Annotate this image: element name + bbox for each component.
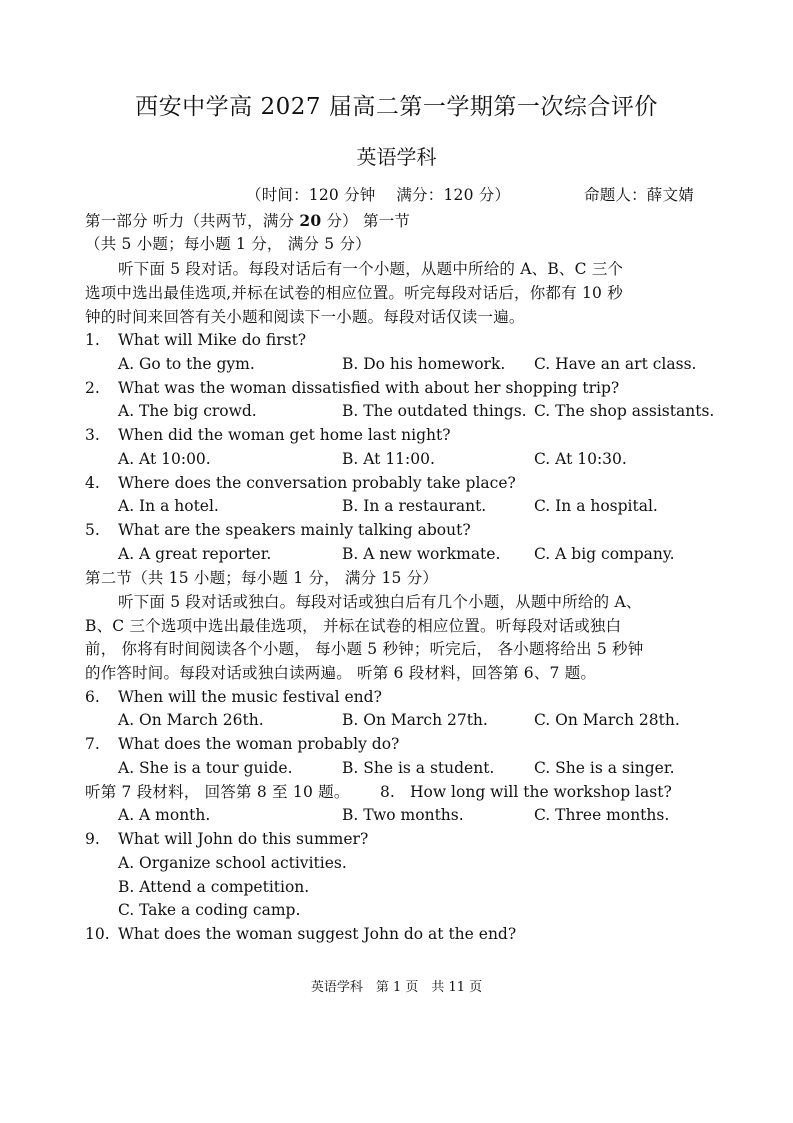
exam-title: 西安中学高 2027 届高二第一学期第一次综合评价 bbox=[135, 94, 658, 120]
option-c: C. On March 28th. bbox=[534, 711, 680, 729]
question-text: What will John do this summer? bbox=[118, 830, 369, 848]
option-b: B. In a restaurant. bbox=[342, 497, 487, 515]
section1-instruction-line: 听下面 5 段对话。每段对话后有一个小题，从题中所给的 A、B、C 三个 bbox=[118, 260, 624, 278]
section1-info: （共 5 小题；每小题 1 分， 满分 5 分） bbox=[85, 235, 371, 253]
part1-heading-score: 20 bbox=[299, 211, 322, 230]
question-number: 1. bbox=[85, 331, 100, 349]
option-a: A. On March 26th. bbox=[118, 711, 264, 729]
question-number: 4. bbox=[85, 474, 100, 492]
option-c: C. Have an art class. bbox=[534, 355, 697, 373]
option-c: C. The shop assistants. bbox=[534, 402, 715, 420]
option-a: A. A great reporter. bbox=[118, 545, 272, 563]
question-text: What are the speakers mainly talking about? bbox=[118, 521, 471, 539]
part1-heading-b: 分） 第一节 bbox=[321, 212, 411, 230]
page-footer: 英语学科 第 1 页 共 11 页 bbox=[310, 980, 483, 995]
option-a: A. The big crowd. bbox=[118, 402, 257, 420]
subject-title: 英语学科 bbox=[356, 145, 437, 169]
section1-instruction-line: 选项中选出最佳选项,并标在试卷的相应位置。听完每段对话后，你都有 10 秒 bbox=[85, 284, 623, 302]
question-text: What was the woman dissatisfied with about her shopping trip? bbox=[118, 379, 620, 397]
option-c: C. A big company. bbox=[534, 545, 675, 563]
part1-heading bbox=[85, 210, 410, 232]
option-c: C. Three months. bbox=[534, 806, 670, 824]
question-text: How long will the workshop last? bbox=[410, 783, 672, 801]
question-text: When will the music festival end? bbox=[118, 688, 382, 706]
option-b: B. Attend a competition. bbox=[118, 878, 310, 896]
question-number: 5. bbox=[85, 521, 100, 539]
question-number: 9. bbox=[85, 830, 100, 848]
option-c: C. At 10:30. bbox=[534, 450, 627, 468]
option-b: B. On March 27th. bbox=[342, 711, 488, 729]
option-a: A. At 10:00. bbox=[118, 450, 211, 468]
question-number: 3. bbox=[85, 426, 100, 444]
option-b: B. A new workmate. bbox=[342, 545, 501, 563]
part1-heading-a: 第一部分 听力（共两节，满分 bbox=[85, 212, 300, 230]
author-info: 命题人：薛文婧 bbox=[584, 186, 694, 204]
option-b: B. The outdated things. bbox=[342, 402, 527, 420]
option-a: A. In a hotel. bbox=[118, 497, 219, 515]
option-a: A. Go to the gym. bbox=[118, 355, 255, 373]
question-text: What does the woman suggest John do at the end? bbox=[118, 925, 517, 943]
question-number: 8. bbox=[380, 783, 395, 801]
question-text: What does the woman probably do? bbox=[118, 735, 400, 753]
question-number: 2. bbox=[85, 379, 100, 397]
option-a: A. A month. bbox=[118, 806, 211, 824]
option-a: A. She is a tour guide. bbox=[118, 759, 293, 777]
material7-lead: 听第 7 段材料， 回答第 8 至 10 题。 bbox=[85, 783, 350, 801]
section2-instruction-line: 前， 你将有时间阅读各个小题， 每小题 5 秒钟；听完后， 各小题将给出 5 秒钟 bbox=[85, 640, 644, 658]
option-b: B. Do his homework. bbox=[342, 355, 506, 373]
question-number: 10. bbox=[85, 925, 110, 943]
option-b: B. At 11:00. bbox=[342, 450, 435, 468]
option-c: C. She is a singer. bbox=[534, 759, 675, 777]
option-c: C. Take a coding camp. bbox=[118, 901, 301, 919]
section2-heading: 第二节（共 15 小题；每小题 1 分， 满分 15 分） bbox=[85, 569, 439, 587]
option-c: C. In a hospital. bbox=[534, 497, 658, 515]
section2-instruction-line: 的作答时间。每段对话或独白读两遍。 听第 6 段材料，回答第 6、7 题。 bbox=[85, 664, 597, 682]
question-number: 7. bbox=[85, 735, 100, 753]
question-number: 6. bbox=[85, 688, 100, 706]
option-b: B. She is a student. bbox=[342, 759, 495, 777]
question-text: What will Mike do first? bbox=[118, 331, 307, 349]
question-text: When did the woman get home last night? bbox=[118, 426, 451, 444]
option-b: B. Two months. bbox=[342, 806, 464, 824]
time-info: （时间：120 分钟 满分：120 分） bbox=[246, 186, 511, 204]
section1-instruction-line: 钟的时间来回答有关小题和阅读下一小题。每段对话仅读一遍。 bbox=[85, 308, 525, 326]
question-text: Where does the conversation probably take place? bbox=[118, 474, 516, 492]
section2-instruction-line: 听下面 5 段对话或独白。每段对话或独白后有几个小题，从题中所给的 A、 bbox=[118, 593, 642, 611]
section2-instruction-line: B、C 三个选项中选出最佳选项， 并标在试卷的相应位置。听每段对话或独白 bbox=[85, 617, 622, 635]
option-a: A. Organize school activities. bbox=[118, 854, 347, 872]
